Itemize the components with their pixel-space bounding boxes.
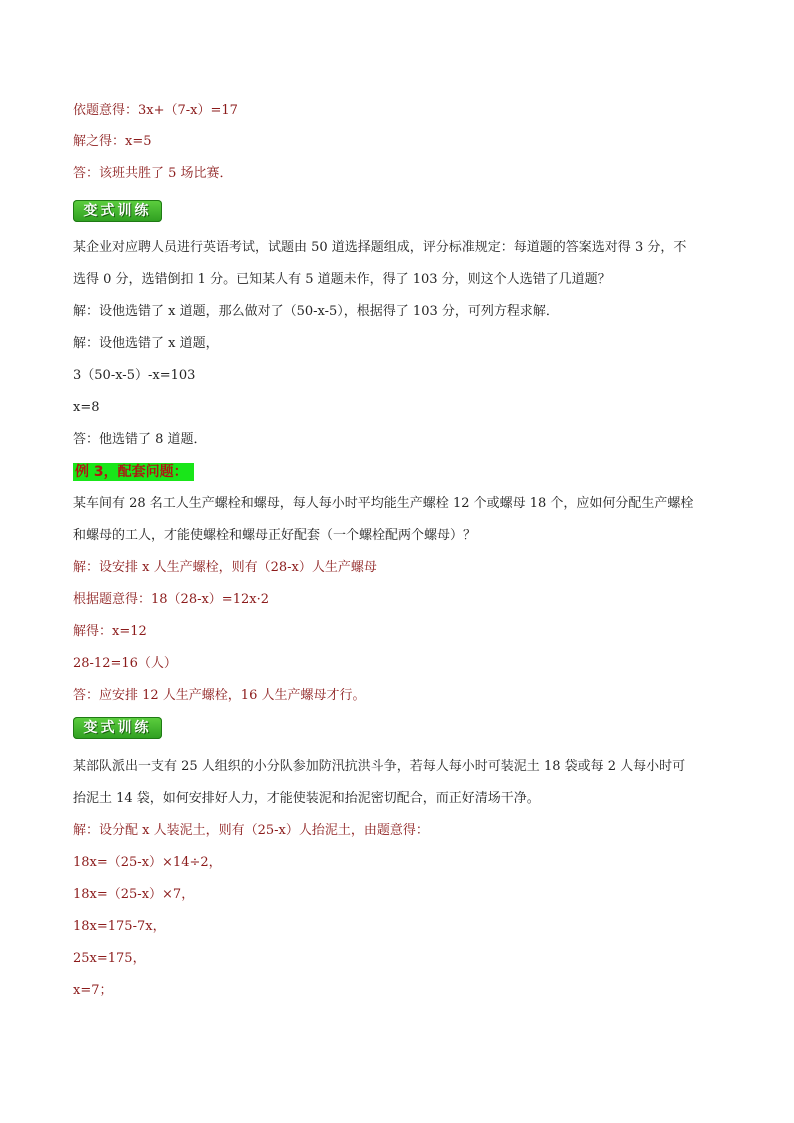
problem-1-equation: 3（50-x-5）-x=103: [73, 368, 196, 383]
variant-training-badge: 变式训练: [73, 717, 162, 739]
problem-1-solution-setup: 解：设他选错了 x 道题，: [73, 336, 219, 351]
problem-3-equation-2: 18x=（25-x）×7，: [73, 887, 195, 902]
problem-2-line-b: 和螺母的工人，才能使螺栓和螺母正好配套（一个螺栓配两个螺母）？: [73, 528, 477, 543]
problem-1-line-a: 某企业对应聘人员进行英语考试，试题由 50 道选择题组成，评分标准规定：每道题的答案选对得 3 分，不: [73, 240, 687, 255]
problem-3-line-a: 某部队派出一支有 25 人组织的小分队参加防汛抗洪斗争，若每人每小时可装泥土 18 袋或每 2 人每小时可: [73, 759, 686, 774]
problem-2-result: 解得：x=12: [73, 624, 147, 639]
equation-line-1: 依题意得：3x+（7-x）=17: [73, 103, 238, 118]
problem-2-subtraction: 28-12=16（人）: [73, 656, 177, 671]
example-3-heading: 例 3，配套问题：: [73, 463, 194, 481]
solution-line: 解之得：x=5: [73, 134, 152, 149]
problem-1-result: x=8: [73, 400, 100, 415]
variant-training-badge: 变式训练: [73, 200, 162, 222]
problem-3-result: x=7；: [73, 983, 113, 998]
problem-1-answer: 答：他选错了 8 道题．: [73, 432, 207, 447]
problem-1-line-b: 选得 0 分，选错倒扣 1 分。已知某人有 5 道题未作，得了 103 分，则这个人选错了几道题？: [73, 272, 611, 287]
problem-2-answer: 答：应安排 12 人生产螺栓，16 人生产螺母才行。: [73, 688, 366, 703]
answer-line: 答：该班共胜了 5 场比赛．: [73, 166, 233, 181]
problem-2-solution-setup: 解：设安排 x 人生产螺栓，则有（28-x）人生产螺母: [73, 560, 377, 575]
problem-3-equation-4: 25x=175，: [73, 951, 146, 966]
problem-2-equation: 根据题意得：18（28-x）=12x·2: [73, 592, 269, 607]
problem-3-equation-1: 18x=（25-x）×14÷2，: [73, 855, 222, 870]
problem-2-line-a: 某车间有 28 名工人生产螺栓和螺母，每人每小时平均能生产螺栓 12 个或螺母 18 个，应如何分配生产螺栓: [73, 496, 694, 511]
problem-3-solution-setup: 解：设分配 x 人装泥土，则有（25-x）人抬泥土，由题意得：: [73, 823, 429, 838]
problem-1-analysis: 解：设他选错了 x 道题，那么做对了（50-x-5），根据得了 103 分，可列方程求解．: [73, 304, 559, 319]
problem-3-line-b: 抬泥土 14 袋，如何安排好人力，才能使装泥和抬泥密切配合，而正好清场干净。: [73, 791, 540, 806]
problem-3-equation-3: 18x=175-7x，: [73, 919, 166, 934]
